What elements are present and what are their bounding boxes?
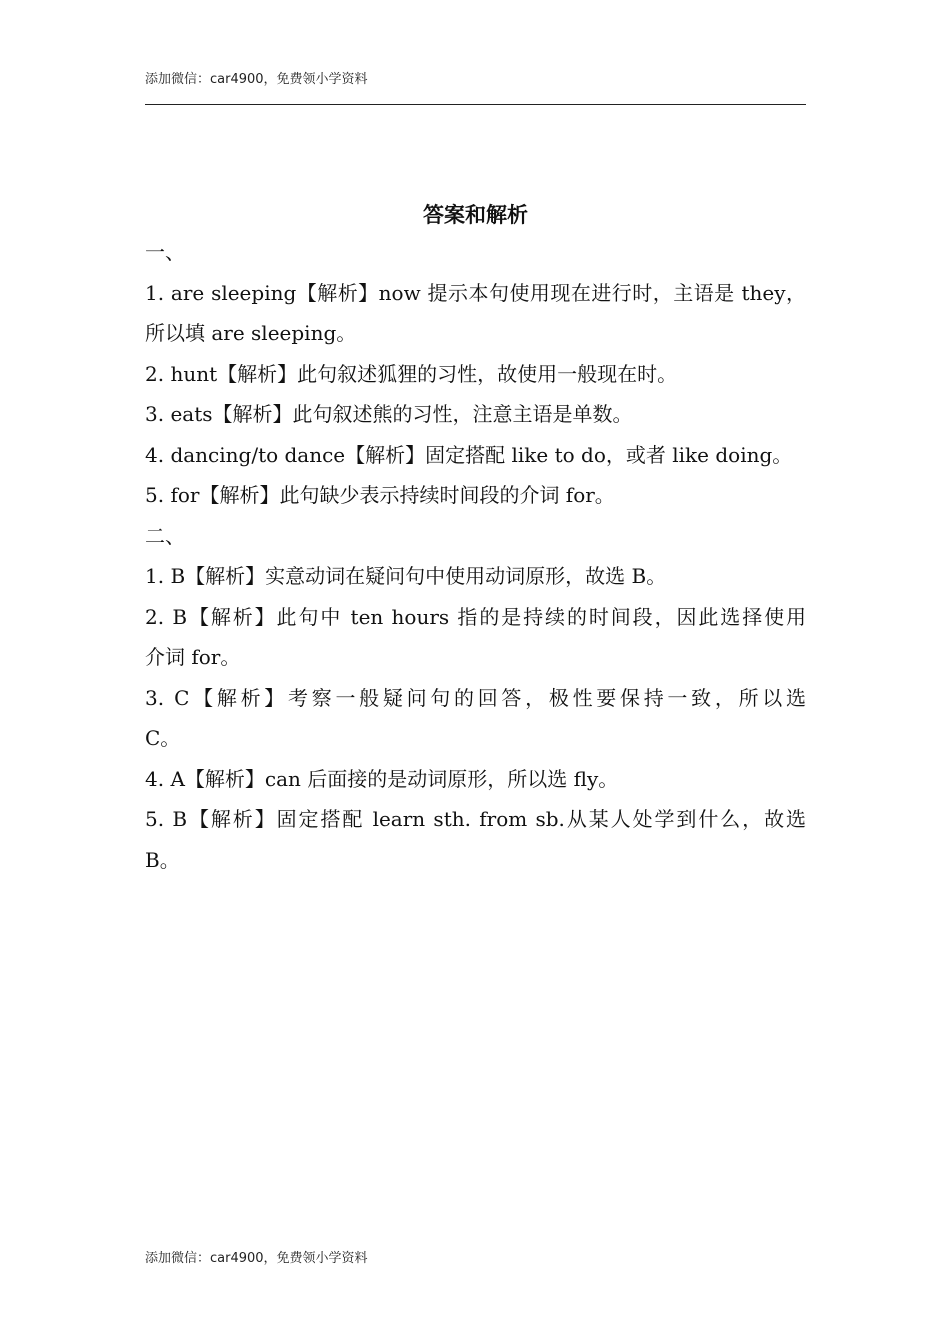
answer-line: C。 [145, 726, 181, 750]
answer-line: 3. eats【解析】此句叙述熊的习性，注意主语是单数。 [145, 402, 633, 426]
answer-line: 所以填 are sleeping。 [145, 321, 357, 345]
section-one [145, 232, 806, 516]
answer-line: 1. B【解析】实意动词在疑问句中使用动词原形，故选 B。 [145, 564, 667, 588]
answer-line: 5. for【解析】此句缺少表示持续时间段的介词 for。 [145, 483, 615, 507]
page-footer: 添加微信：car4900，免费领小学资料 [145, 1251, 368, 1266]
page-header: 添加微信：car4900，免费领小学资料 [145, 72, 368, 87]
answer-line: B。 [145, 847, 180, 872]
answer-line: 5. B【解析】固定搭配 learn sth. from sb.从某人处学到什么，故选 [145, 807, 806, 831]
section-heading: 二、 [145, 523, 185, 548]
section-heading: 一、 [145, 240, 185, 264]
answer-line: 3. C【解析】考察一般疑问句的回答，极性要保持一致，所以选 [145, 685, 806, 710]
answer-line: 4. A【解析】can 后面接的是动词原形，所以选 fly。 [145, 766, 619, 791]
answer-line: 介词 for。 [145, 645, 241, 669]
document-body [145, 198, 806, 880]
section-two [145, 516, 806, 881]
answer-line: 2. hunt【解析】此句叙述狐狸的习性，故使用一般现在时。 [145, 361, 678, 386]
answer-line: 2. B【解析】此句中 ten hours 指的是持续的时间段，因此选择使用 [145, 604, 806, 629]
header-divider [145, 104, 806, 105]
document-title: 答案和解析 [423, 202, 528, 227]
answer-line: 4. dancing/to dance【解析】固定搭配 like to do，或者 like doing。 [145, 442, 793, 467]
answer-line: 1. are sleeping【解析】now 提示本句使用现在进行时，主语是 they， [145, 280, 806, 305]
